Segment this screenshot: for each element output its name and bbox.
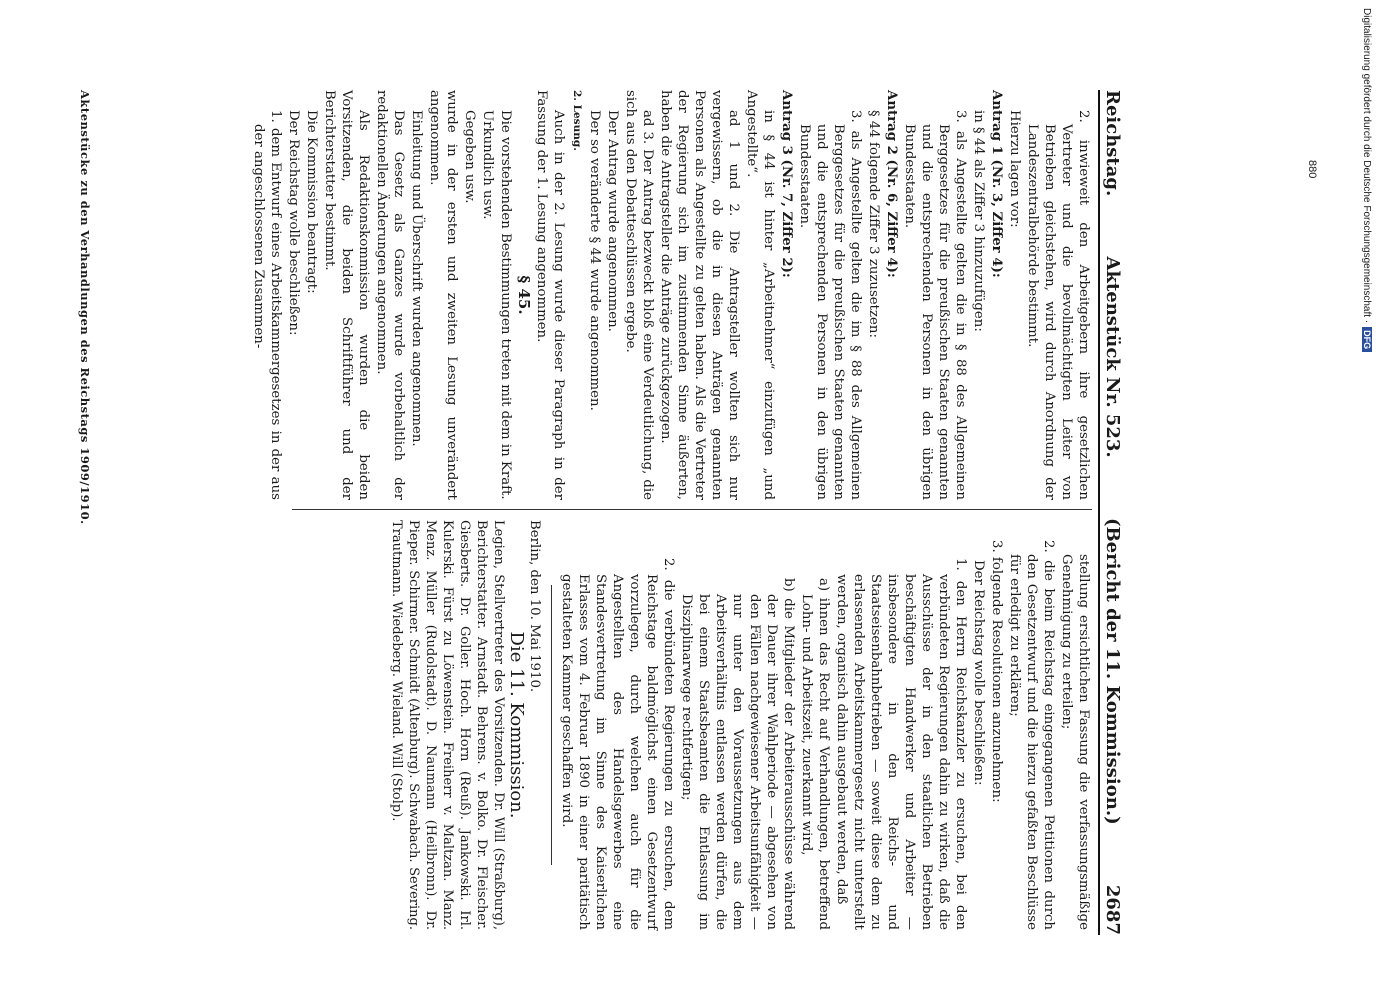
dfg-logo: DFG	[1362, 327, 1372, 352]
commission-members: Legien, Stellvertreter des Vorsitzenden. Dr. Will (Straßburg), Berichterstatter. Arnstadt. Behrens. v. Bolko. Dr. Fleischer. Giesberts. Dr. Goller. Hoch. Horn (Reuß). Jankowski. Irl. Kulerski. Fürst zu Löwenstein. Freiherr v. Maltzan. Manz. Menz. Müller (Rudolstadt). D. Naumann (Heilbronn). Dr. Pieper. Schirmer. Schmidt (Altenburg). Schwabach. Severing. Trautmann. Wiedeberg. Wieland. Will (Stolp).	[389, 520, 506, 930]
right-column	[387, 520, 1092, 930]
paragraph: 2. die beim Reichstag eingegangenen Petitionen durch den Gesetzentwurf und die hierzu gefaßten Beschlüsse für erledigt zu erklären;	[1007, 540, 1056, 930]
paragraph: Die vorstehenden Bestimmungen treten mit dem in Kraft.	[498, 110, 513, 500]
paragraph: Das Gesetz als Ganzes wurde vorbehaltlich der redaktionellen Änderungen angenommen.	[374, 90, 406, 500]
paragraph: Der Reichstag wolle beschließen:	[971, 560, 986, 786]
paragraph: § 44 folgende Ziffer 3 zuzusetzen:	[866, 110, 881, 338]
reading-label: 2. Lesung.	[571, 90, 583, 151]
paragraph: ad 3. Der Antrag bezweckt bloß eine Verdeutlichung, die sich aus den Debatteschlüssen ergebe.	[623, 90, 655, 500]
paragraph: ad 1 und 2. Die Antragsteller wollten sich nur vergewissern, ob die in diesen Anträgen genannten Personen als Angestellte zu gelten haben. Als die Vertreter der Regierung sich im zustimmenden Sinne äußerten, haben die Antragsteller die Anträge zurückgezogen.	[658, 90, 741, 500]
column-divider	[292, 509, 1092, 510]
header-page-number: 2687	[1102, 884, 1123, 935]
paragraph: wurde in der ersten und zweiten Lesung unverändert angenommen.	[427, 90, 459, 500]
separator-line	[551, 585, 552, 865]
date-line: Berlin, den 10. Mai 1910.	[527, 520, 542, 693]
paragraph: 3. als Angestellte gelten die im § 88 des Allgemeinen Berggesetzes für die preußischen Staaten genannten und die entsprechenden Personen in den übrigen Bundesstaaten.	[797, 110, 863, 500]
scan-page-number: 880	[1306, 160, 1318, 179]
paragraph: Auch in der 2. Lesung wurde dieser Paragraph in der Fassung der 1. Lesung angenommen.	[534, 90, 566, 500]
paragraph: 1. dem Entwurf eines Arbeitskammergesetzes in der aus der angeschlossenen Zusammen-	[251, 110, 283, 500]
paragraph: Hierzu lagen vor:	[1007, 110, 1022, 228]
paragraph: 2. die verbündeten Regierungen zu ersuchen, dem Reichstage baldmöglichst einen Gesetzentwurf vorzulegen, durch welchen auch für die Angestellten des Handelsgewerbes eine Standesvertretung im Sinne des Kaiserlichen Erlasses vom 4. Februar 1890 in einer paritätisch gestalteten Kammer geschaffen wird.	[559, 558, 676, 930]
left-column	[249, 90, 1092, 500]
header-center: Aktenstück Nr. 523.	[1102, 256, 1123, 458]
paragraph: in § 44 als Ziffer 3 hinzuzufügen:	[971, 110, 986, 332]
paragraph: a) ihnen das Recht auf Verhandlungen, betreffend Lohn- und Arbeitszeit, zuerkannt wird,	[799, 578, 831, 930]
paragraph: Der Reichstag wolle beschließen:	[286, 110, 301, 336]
header-right-title: (Bericht der 11. Kommission.)	[1102, 517, 1123, 825]
paragraph: Die Kommission beantragt:	[304, 110, 319, 294]
section-heading: § 45.	[515, 275, 533, 315]
header-left: Reichstag.	[1102, 90, 1123, 197]
paragraph: Urkundlich usw.	[480, 110, 495, 220]
paragraph: 3. als Angestellte gelten die in § 88 des Allgemeinen Berggesetzes für die preußischen Staaten genannten und die entsprechenden Personen in den übrigen Bundesstaaten.	[902, 110, 968, 500]
paragraph: Einleitung und Überschrift wurden angenommen.	[409, 110, 424, 447]
paragraph: 1. den Herrn Reichskanzler zu ersuchen, bei den verbündeten Regierungen dahin zu wirken, daß die Ausschüsse der in den staatlichen Betrieben beschäftigten Handwerker und Arbeiter — insbesondere in den Reichs- und Staatseisenbahnbetrieben — soweit diese dem zu erlassenden Arbeitskammergesetz nicht unterstellt werden, organisch dahin ausgebaut werden, daß	[834, 558, 968, 930]
paragraph: b) die Mitglieder der Arbeiterausschüsse während der Dauer ihrer Wahlperiode — abgesehen von den Fällen nachgewiesener Arbeitsunfähigkeit — nur unter den Voraussetzungen aus dem Arbeitsverhältnis entlassen werden dürfen, die bei einem Staatsbeamten die Entlassung im Disziplinarwege rechtfertigen;	[679, 578, 796, 930]
motion-heading: Antrag 2 (Nr. 6, Ziffer 4):	[884, 90, 899, 278]
paragraph: Als Redaktionskommission wurden die beiden Vorsitzenden, die beiden Schriftführer und der Berichterstatter bestimmt.	[322, 90, 371, 500]
digitization-credit	[1361, 8, 1372, 352]
motion-heading: Antrag 3 (Nr. 7, Ziffer 2):	[779, 90, 794, 278]
paragraph: Der Antrag wurde angenommen.	[605, 110, 620, 332]
commission-title: Die 11. Kommission.	[506, 631, 527, 819]
paragraph: stellung ersichtlichen Fassung die verfassungsmäßige Genehmigung zu erteilen;	[1059, 554, 1091, 930]
paragraph: Der so veränderte § 44 wurde angenommen.	[587, 110, 602, 411]
paragraph: 3. folgende Resolutionen anzunehmen:	[989, 540, 1004, 803]
rotated-page	[70, 90, 1130, 935]
paragraph: Gegeben usw.	[462, 110, 477, 204]
paragraph: 2. inwieweit den Arbeitgebern ihre gesetzlichen Vertreter und die bevollmächtigten Leiter von Betrieben gleichstehen, wird durch Anordnung der Landeszentralbehörde bestimmt.	[1025, 110, 1091, 500]
page-footer: Aktenstücke zu den Verhandlungen des Reichstags 1909/1910.	[78, 90, 92, 525]
paragraph: in § 44 ist hinter „Arbeitnehmer“ einzufügen „und Angestellte“.	[744, 90, 776, 500]
page-header	[1098, 90, 1130, 935]
credit-text: Digitalisierung gefördert durch die Deutsche Forschungsgemeinschaft ·	[1361, 8, 1372, 324]
motion-heading: Antrag 1 (Nr. 3, Ziffer 4):	[989, 90, 1004, 278]
